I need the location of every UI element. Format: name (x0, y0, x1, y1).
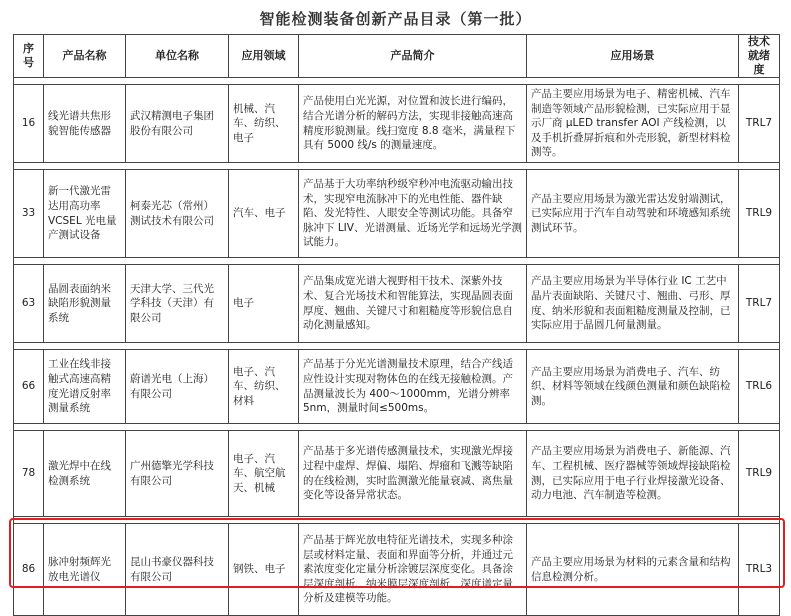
header-field: 应用领域 (229, 35, 299, 78)
cell-intro: 产品使用白光光源，对位置和波长进行编码，结合光谱分析的解码方法，实现非接触高速高精度形貌测量。线扫宽度 8.8 毫米，满量程下具有 5000 线/s 的测量速度。 (299, 85, 527, 163)
cell-product: 线光谱共焦形貌智能传感器 (44, 85, 126, 163)
table-row (14, 265, 780, 343)
table-row (14, 431, 780, 517)
cell-product: 新一代激光雷达用高功率 VCSEL 光电量产测试设备 (44, 170, 126, 258)
cell-company: 广州德擎光学科技有限公司 (126, 431, 229, 517)
cell-product: 晶圆表面纳米缺陷形貌测量系统 (44, 265, 126, 343)
cell-scenario: 产品主要应用场景为消费电子、新能源、汽车、工程机械、医疗器械等领域焊接缺陷检测，已实际应用于电子行业焊接激光设备、动力电池、汽车制造等检测。 (527, 431, 739, 517)
cell-field: 电子 (229, 265, 299, 343)
cell-intro: 产品基于多光谱传感测量技术，实现激光焊接过程中虚焊、焊偏、塌陷、焊瘤和飞溅等缺陷的在线检测，实时监测激光能量衰减、离焦量变化等设备异常状态。 (299, 431, 527, 517)
table-row (14, 350, 780, 424)
cell-intro: 产品基于辉光放电特征光谱技术，实现多种涂层或材料定量、表面和界面等分析，并通过元素浓度变化定量分析涂镀层深度变化。具备涂层深度剖析、纳米膜层深度剖析、深度谱定量分析及建模等功能。 (299, 524, 527, 616)
table-row (14, 170, 780, 258)
cell-company: 柯泰光芯（常州）测试技术有限公司 (126, 170, 229, 258)
cell-company: 武汉精测电子集团股份有限公司 (126, 85, 229, 163)
cell-no: 66 (14, 350, 44, 424)
header-company: 单位名称 (126, 35, 229, 78)
table-row (14, 85, 780, 163)
cell-trl: TRL9 (739, 170, 780, 258)
cell-field: 电子、汽车、纺织、材料 (229, 350, 299, 424)
cell-company: 昆山书豪仪器科技有限公司 (126, 524, 229, 616)
cell-no: 16 (14, 85, 44, 163)
cell-trl: TRL6 (739, 350, 780, 424)
cell-product: 激光焊中在线检测系统 (44, 431, 126, 517)
cell-trl: TRL3 (739, 524, 780, 616)
cell-field: 电子、汽车、航空航天、机械 (229, 431, 299, 517)
cell-field: 汽车、电子 (229, 170, 299, 258)
product-catalog-table (13, 34, 780, 616)
header-trl: 技术就绪度 (739, 35, 780, 78)
header-intro: 产品简介 (299, 35, 527, 78)
cell-trl: TRL7 (739, 265, 780, 343)
cell-no: 63 (14, 265, 44, 343)
cell-no: 78 (14, 431, 44, 517)
cell-field: 钢铁、电子 (229, 524, 299, 616)
cell-intro: 产品基于分光光谱测量技术原理，结合产线适应性设计实现对物体色的在线无接触检测。产品测量波长为 400～1000mm，光谱分辨率 5nm，测量时间≤500ms。 (299, 350, 527, 424)
cell-intro: 产品基于大功率纳秒级窄秒冲电流驱动输出技术，实现窄电流脉冲下的光电性能、器件缺陷、发光特性、人眼安全等测试功能。具备窄脉冲下 LIV、光谱测量、近场光学和远场光学测试能力。 (299, 170, 527, 258)
cell-no: 86 (14, 524, 44, 616)
header-no: 序号 (14, 35, 44, 78)
cell-product: 脉冲射频辉光放电光谱仪 (44, 524, 126, 616)
cell-no: 33 (14, 170, 44, 258)
cell-product: 工业在线非接触式高速高精度光谱反射率测量系统 (44, 350, 126, 424)
cell-scenario: 产品主要应用场景为半导体行业 IC 工艺中晶片表面缺陷、关键尺寸、翘曲、弓形、厚度、纳米形貌和表面粗糙度测量及控制，已实际应用于晶圆几何量测量。 (527, 265, 739, 343)
cell-company: 蔚谱光电（上海）有限公司 (126, 350, 229, 424)
cell-trl: TRL9 (739, 431, 780, 517)
cell-scenario: 产品主要应用场景为电子、精密机械、汽车制造等领域产品形貌检测，已实际应用于显示厂商 μLED transfer AOI 产线检测，以及手机折叠屏折痕和外壳形貌，新型材料检测等。 (527, 85, 739, 163)
cell-company: 天津大学、三代光学科技（天津）有限公司 (126, 265, 229, 343)
header-product: 产品名称 (44, 35, 126, 78)
cell-trl: TRL7 (739, 85, 780, 163)
cell-scenario: 产品主要应用场景为消费电子、汽车、纺织、材料等领域在线颜色测量和颜色缺陷检测。 (527, 350, 739, 424)
cell-field: 机械、汽车、纺织、电子 (229, 85, 299, 163)
table-header-row (14, 35, 780, 78)
table-row-highlighted (14, 524, 780, 616)
header-scenario: 应用场景 (527, 35, 739, 78)
cell-scenario: 产品主要应用场景为材料的元素含量和结构信息检测分析。 (527, 524, 739, 616)
page-title: 智能检测装备创新产品目录（第一批） (259, 10, 532, 28)
cell-scenario: 产品主要应用场景为激光雷达发射端测试，已实际应用于汽车自动驾驶和环境感知系统测试环节。 (527, 170, 739, 258)
cell-intro: 产品集成宽光谱大视野相干技术、深紫外技术、复合光场技术和智能算法，实现晶圆表面厚度、翘曲、关键尺寸和粗糙度等形貌信息自动化测量感知。 (299, 265, 527, 343)
